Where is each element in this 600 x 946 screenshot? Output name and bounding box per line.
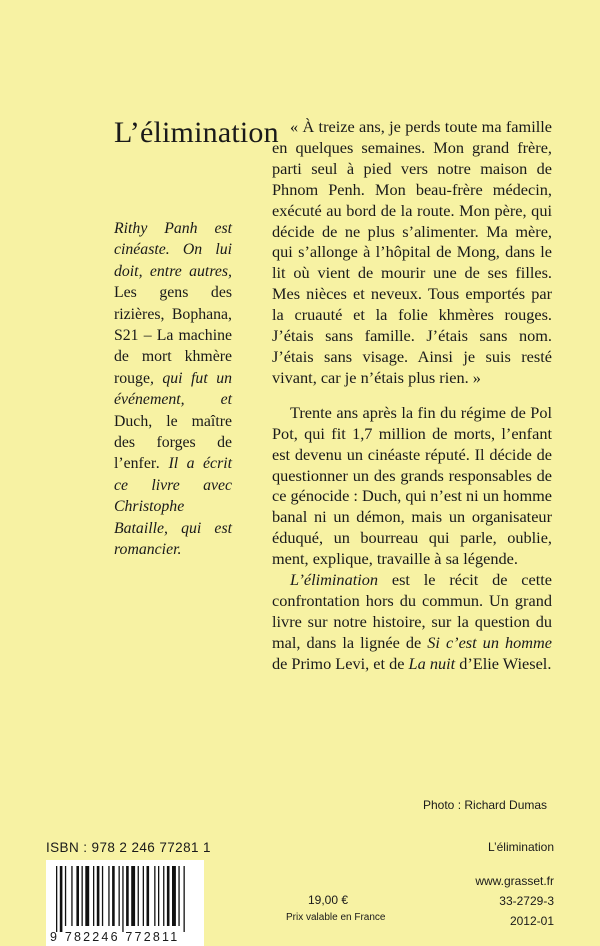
price-note: Prix valable en France (286, 912, 386, 923)
barcode-bar (76, 866, 79, 926)
barcode-bar (167, 866, 170, 926)
p3-part2: de Primo Levi, et de (272, 653, 409, 673)
barcode-bar (93, 866, 94, 926)
barcode-bar (71, 866, 72, 926)
isbn: ISBN : 978 2 246 77281 1 (46, 840, 211, 855)
barcode-bar (147, 866, 150, 926)
photo-credit: Photo : Richard Dumas (423, 798, 548, 812)
barcode-bar (158, 866, 159, 926)
author-bio (114, 218, 232, 561)
bio-film-duch: Duch, le maître des forges de l’enfer (114, 412, 232, 473)
barcode-bar (143, 866, 144, 926)
barcode-bar (126, 866, 129, 926)
barcode-bar (119, 866, 120, 926)
bio-end: . Il a écrit ce livre avec Christophe Bataille, qui est romancier. (114, 455, 232, 559)
book-ref-levi: Si c’est un homme (427, 632, 552, 652)
barcode-bar (65, 866, 66, 926)
barcode-bar (184, 866, 185, 932)
p3-part1: est le récit de cette confrontation hors du commun. Un grand livre sur notre histoire, sur la question du mal, dans la lignée de (272, 570, 552, 652)
publisher-website: www.grasset.fr (475, 874, 554, 888)
barcode-bar (60, 866, 63, 932)
price: 19,00 € (308, 893, 349, 907)
blurb (272, 117, 552, 675)
blurb-quote: « À treize ans, je perds toute ma famille en quelques semaines. Mon grand frère, parti seul à pied vers notre maison de Phnom Penh. Mon beau-frère médecin, exécuté au bord de la route. Mon père, qui décide de ne plus s’alimenter. Ma mère, qui s’allonge à l’hôpital de Mong, dans le lit où vient de mourir une de ses filles. Mes nièces et neveux. Tous emportés par la cruauté et la folie khmères rouges. J’étais sans famille. J’étais sans nom. J’étais sans visage. Ainsi je suis resté vivant, car je n’étais plus rien. » (272, 117, 552, 387)
p3-part3: d’Elie Wiesel. (455, 653, 552, 673)
barcode-bar (82, 866, 83, 926)
barcode-bar (154, 866, 155, 926)
barcode-bar (56, 866, 57, 932)
barcode-bar (138, 866, 139, 926)
barcode-bar (163, 866, 164, 926)
edition-date: 2012-01 (509, 914, 554, 928)
barcode-bar (172, 866, 176, 926)
barcode-bar (102, 866, 103, 926)
blurb-paragraph-2: Trente ans après la fin du régime de Pol Pot, qui fit 1,7 million de morts, l’enfant est devenu un cinéaste réputé. Il décide de questionner un des grands responsables de ce génocide : Duch, qui n’est ni un homme banal ni un démon, mais un organisateur éduqué, un bourreau qui parle, oublie, ment, explique, travaille à sa légende. (272, 402, 552, 569)
barcode-bar (122, 866, 123, 932)
barcode-digits: 9 782246 772811 (50, 930, 180, 944)
blurb-paragraph-3 (272, 570, 552, 675)
barcode-bars (46, 860, 204, 932)
barcode (46, 860, 204, 946)
barcode-bar (178, 866, 179, 926)
barcode-bar (131, 866, 135, 926)
barcode-bar (112, 866, 115, 926)
back-title: L’élimination (487, 840, 554, 854)
bio-intro: Rithy Panh est cinéaste. On lui doit, entre autres, (114, 220, 232, 280)
barcode-bar (85, 866, 89, 926)
barcode-bar (97, 866, 100, 926)
publisher-code: 33-2729-3 (499, 894, 554, 908)
book-title: L’élimination (114, 116, 279, 149)
book-ref-wiesel: La nuit (408, 653, 456, 673)
bio-mid: , qui fut un événement, et (114, 369, 232, 409)
barcode-bar (108, 866, 109, 926)
bio-film-list: Les gens des rizières, Bophana, S21 – La machine de mort khmère rouge (114, 284, 232, 387)
title-reference: L’élimination (290, 570, 379, 590)
